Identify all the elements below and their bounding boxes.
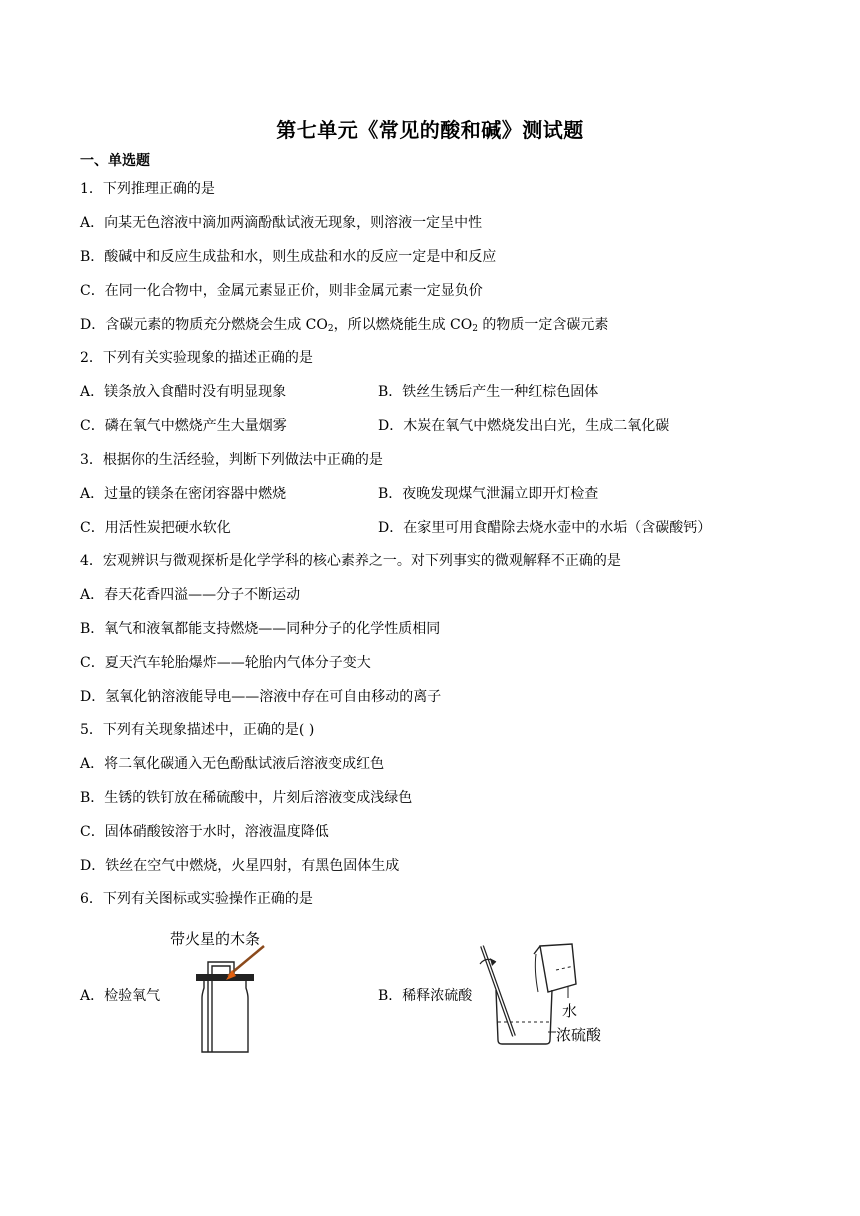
question-6-option-b: B．稀释浓硫酸	[378, 988, 473, 1004]
question-5-option-c: C．固体硝酸铵溶于水时，溶液温度降低	[80, 824, 329, 840]
question-3-option-c: C．用活性炭把硬水软化	[80, 520, 231, 536]
figure-dilute-acid	[476, 940, 608, 1052]
section-heading: 一、单选题	[80, 153, 150, 169]
question-3-option-a: A．过量的镁条在密闭容器中燃烧	[80, 486, 287, 502]
question-4-option-b: B．氧气和液氧都能支持燃烧——同种分子的化学性质相同	[80, 621, 441, 637]
question-2-option-d: D．木炭在氧气中燃烧发出白光，生成二氧化碳	[378, 418, 670, 434]
figure-oxygen-test	[168, 924, 278, 1058]
question-1-option-d: D．含碳元素的物质充分燃烧会生成 $CO_2$，所以燃烧能生成 $CO_2$ 的物质一定含碳元素	[80, 317, 609, 334]
figure-b-label-water: 水	[562, 1002, 578, 1020]
question-5-option-a: A．将二氧化碳通入无色酚酞试液后溶液变成红色	[80, 756, 385, 772]
question-2-stem: 2．下列有关实验现象的描述正确的是	[80, 350, 313, 366]
question-6-stem: 6．下列有关图标或实验操作正确的是	[80, 891, 313, 907]
question-4-stem: 4．宏观辨识与微观探析是化学学科的核心素养之一。对下列事实的微观解释不正确的是	[80, 553, 621, 569]
question-1-option-b: B．酸碱中和反应生成盐和水，则生成盐和水的反应一定是中和反应	[80, 249, 497, 265]
question-3-option-d: D．在家里可用食醋除去烧水壶中的水垢（含碳酸钙）	[378, 520, 712, 536]
question-6-option-a: A．检验氧气	[80, 988, 161, 1004]
question-2-option-a: A．镁条放入食醋时没有明显现象	[80, 384, 287, 400]
question-2-option-c: C．磷在氧气中燃烧产生大量烟雾	[80, 418, 287, 434]
question-1-option-a: A．向某无色溶液中滴加两滴酚酞试液无现象，则溶液一定呈中性	[80, 215, 483, 231]
question-3-stem: 3．根据你的生活经验，判断下列做法中正确的是	[80, 452, 383, 468]
question-5-option-d: D．铁丝在空气中燃烧，火星四射，有黑色固体生成	[80, 858, 400, 874]
page-title: 第七单元《常见的酸和碱》测试题	[276, 118, 584, 142]
question-1-option-c: C．在同一化合物中，金属元素显正价，则非金属元素一定显负价	[80, 283, 483, 299]
figure-b-label-acid: 浓硫酸	[556, 1026, 602, 1044]
question-1-stem: 1．下列推理正确的是	[80, 181, 215, 197]
splint	[228, 946, 264, 976]
question-5-option-b: B．生锈的铁钉放在稀硫酸中，片刻后溶液变成浅绿色	[80, 790, 413, 806]
question-3-option-b: B．夜晚发现煤气泄漏立即开灯检查	[378, 486, 599, 502]
question-4-option-a: A．春天花香四溢——分子不断运动	[80, 587, 301, 603]
question-4-option-c: C．夏天汽车轮胎爆炸——轮胎内气体分子变大	[80, 655, 371, 671]
bottle-stopper	[196, 974, 254, 981]
figure-a-label: 带火星的木条	[170, 930, 261, 948]
question-4-option-d: D．氢氧化钠溶液能导电——溶液中存在可自由移动的离子	[80, 689, 442, 705]
question-2-option-b: B．铁丝生锈后产生一种红棕色固体	[378, 384, 599, 400]
question-5-stem: 5．下列有关现象描述中，正确的是( )	[80, 722, 315, 738]
